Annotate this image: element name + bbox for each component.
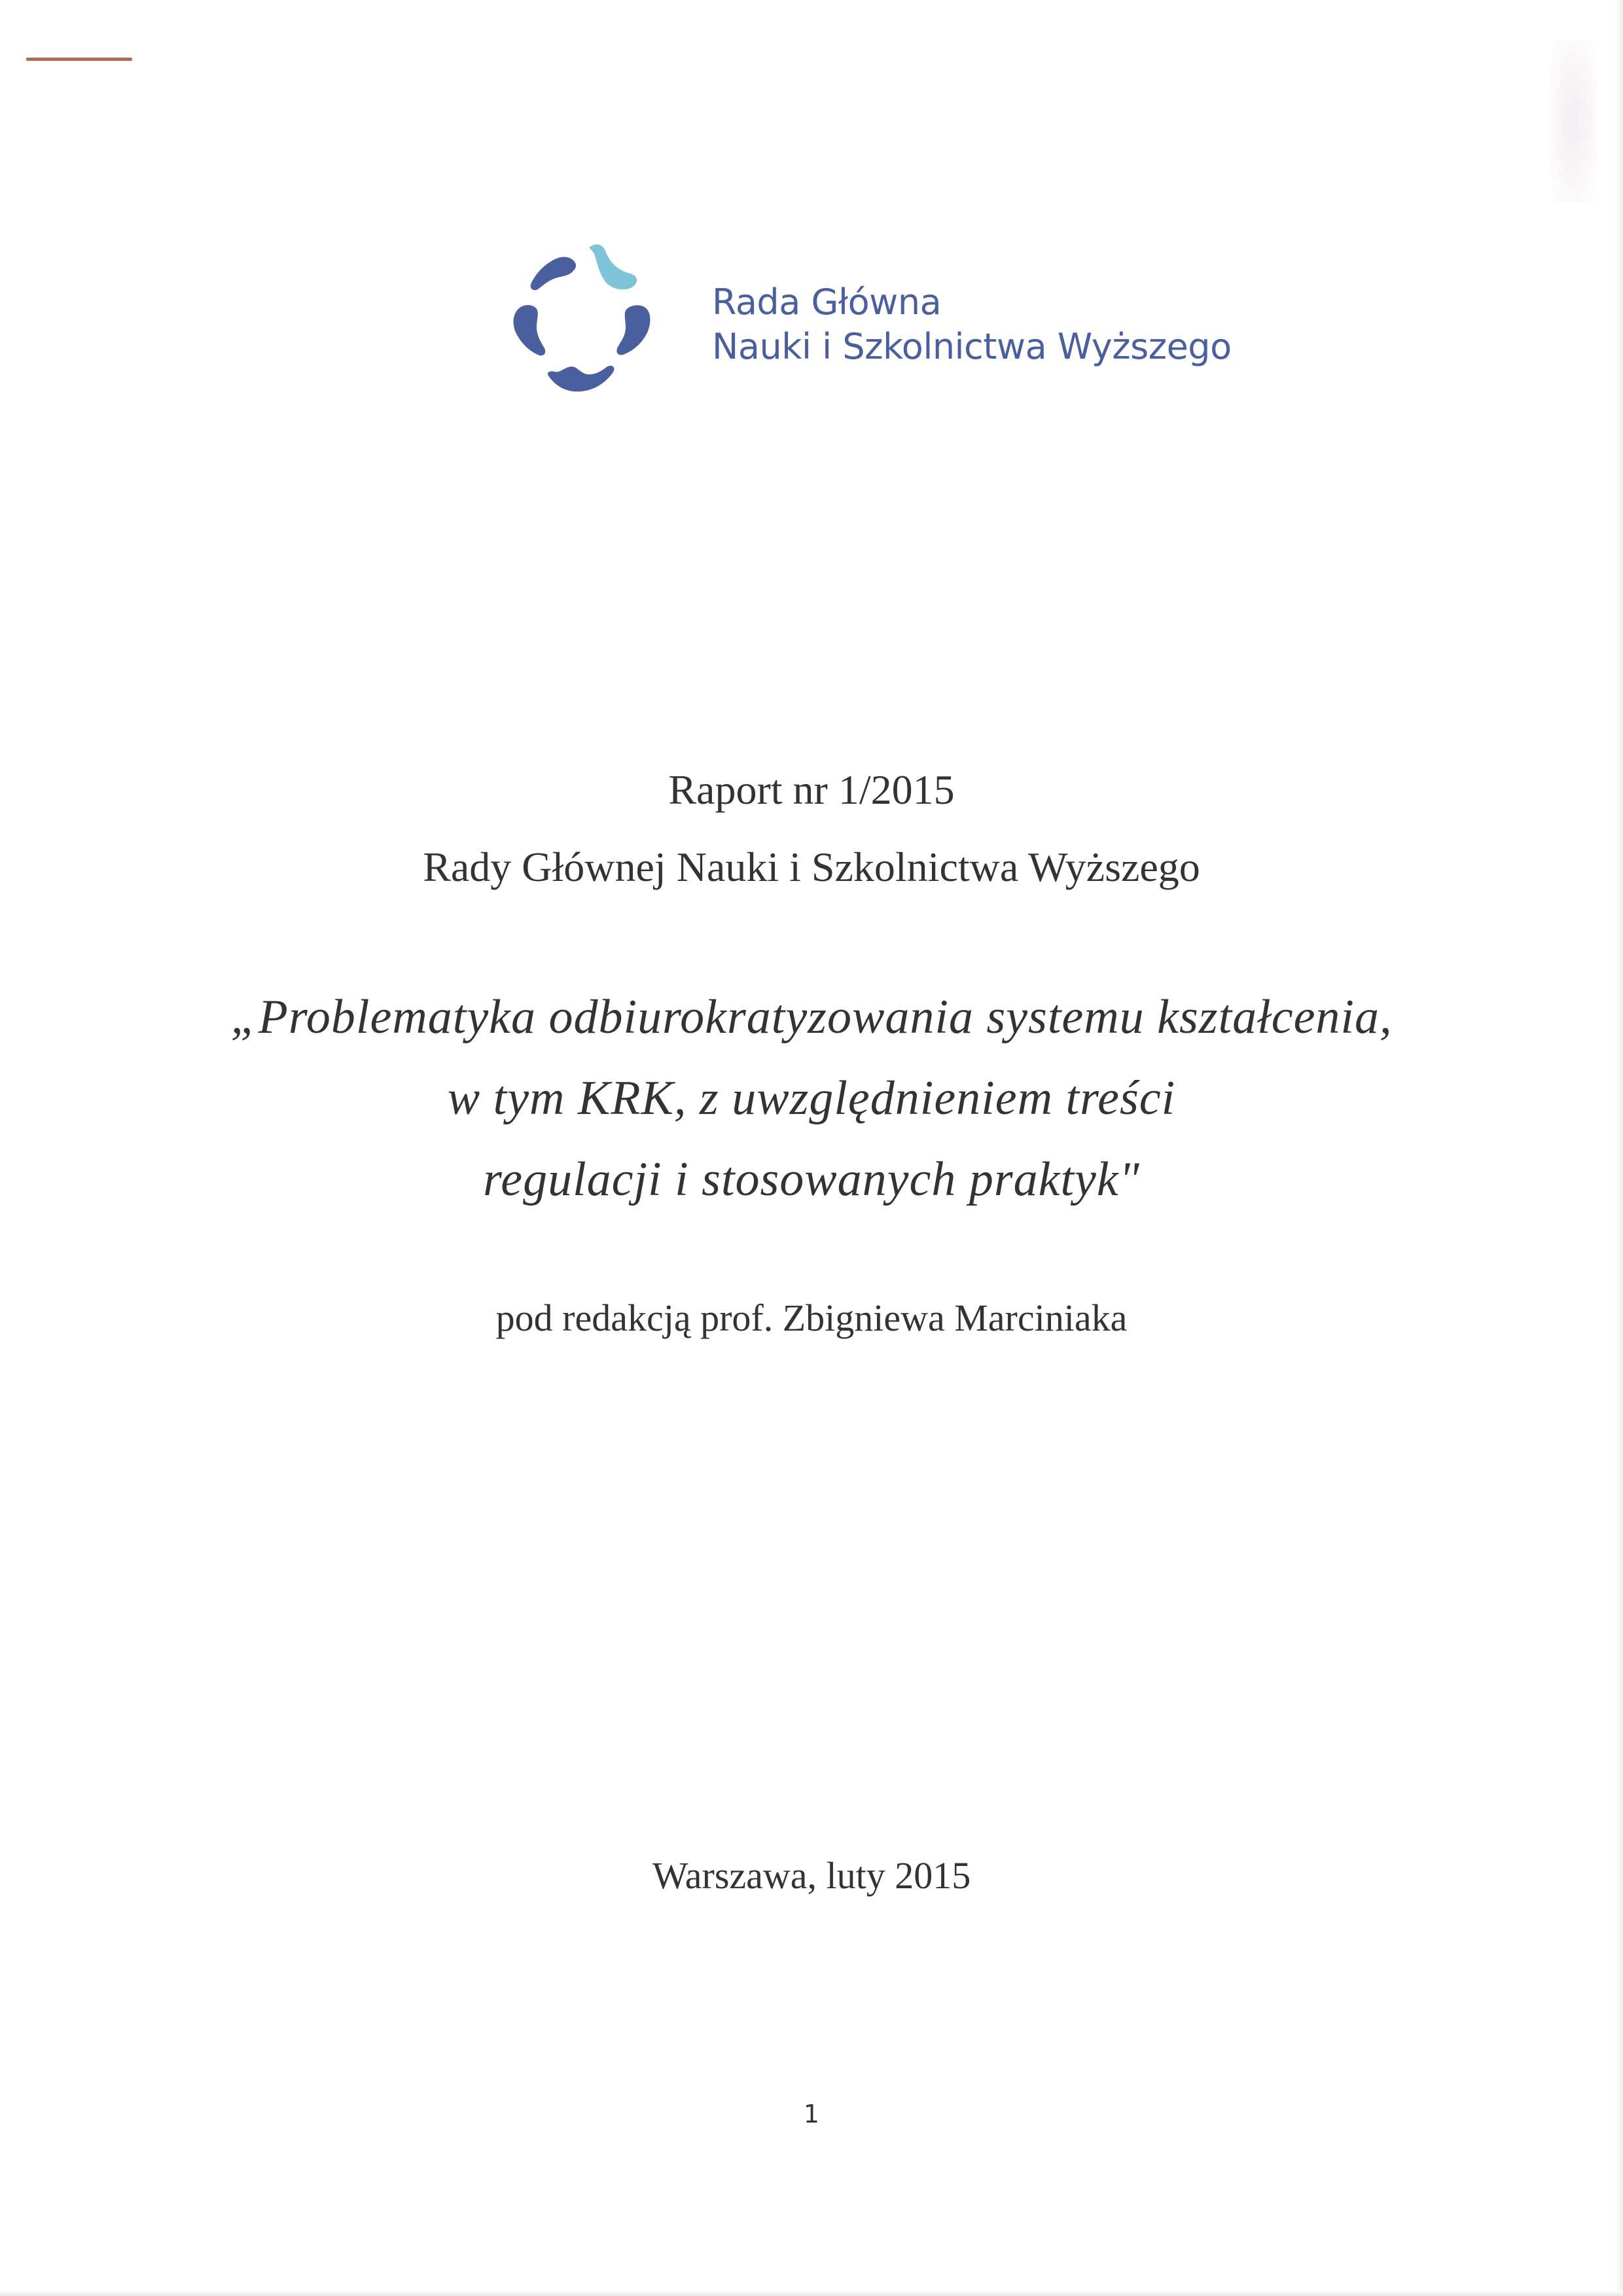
logo-line-2: Nauki i Szkolnictwa Wyższego (712, 326, 1232, 367)
council-flower-logo-icon (497, 236, 668, 406)
editor-line: pod redakcją prof. Zbigniewa Marciniaka (495, 1297, 1128, 1339)
council-name: Rady Głównej Nauki i Szkolnictwa Wyższego (423, 844, 1200, 890)
scan-artifact-mark (26, 58, 132, 61)
report-title-line-3: regulacji i stosowanych praktyk" (483, 1153, 1140, 1206)
scan-edge-bottom (0, 2291, 1623, 2296)
page-number: 1 (803, 2100, 820, 2128)
place-and-date: Warszawa, luty 2015 (652, 1854, 971, 1897)
council-logo-text (712, 280, 1232, 369)
scan-artifact-smudge (1551, 39, 1597, 203)
council-logo (497, 236, 1243, 406)
scan-edge-right (1616, 0, 1623, 2296)
report-title-line-2: w tym KRK, z uwzględnieniem treści (447, 1071, 1176, 1125)
logo-line-1: Rada Główna (712, 281, 942, 323)
report-title-line-1: „Problematyka odbiurokratyzowania systemu kształcenia, (230, 990, 1393, 1044)
report-number: Raport nr 1/2015 (668, 766, 955, 813)
